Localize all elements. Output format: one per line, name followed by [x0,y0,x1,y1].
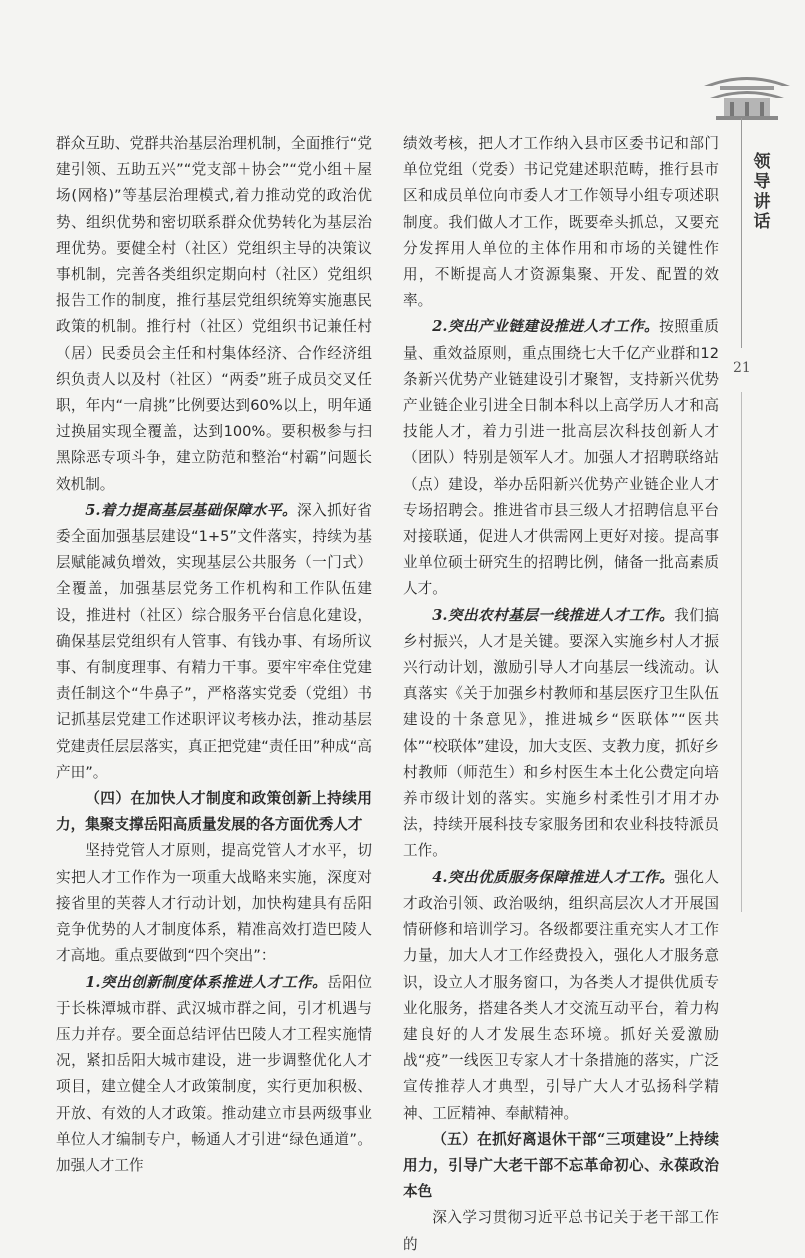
paragraph-text: 深入抓好省委全面加强基层建设“1+5”文件落实，持续为基层赋能减负增效，实现基层公共服务（一门式）全覆盖，加强基层党务工作机构和工作队伍建设，推进村（社区）综合服务平台信息化建设，确保基层党组织有人管事、有钱办事、有场所议事、有制度理事、有精力干事。要牢牢牵住党建责任制这个“牛鼻子”，严格落实党委（党组）书记抓基层党建工作述职评议考核办法，推动基层党建责任层层落实，真正把党建“责任田”种成“高产田”。 [56,501,372,781]
paragraph [56,786,372,838]
paragraph [403,1127,719,1206]
paragraph-text: 坚持党管人才原则，提高党管人才水平，切实把人才工作作为一项重大战略来实施，深度对接省里的芙蓉人才行动计划，加快构建具有岳阳竞争优势的人才制度体系，精准高效打造巴陵人才高地。重点要做到“四个突出”： [56,842,372,965]
paragraph [403,603,719,865]
paragraph-text: （四）在加快人才制度和政策创新上持续用力，集聚支撑岳阳高质量发展的各方面优秀人才 [56,790,372,834]
paragraph [56,970,372,1180]
paragraph-lead: 4.突出优质服务保障推进人才工作。 [432,868,675,886]
paragraph-lead: 1.突出创新制度体系推进人才工作。 [85,973,328,991]
pavilion-illustration [702,62,792,122]
paragraph-text: 我们搞乡村振兴，人才是关键。要深入实施乡村人才振兴行动计划，激励引导人才向基层一线流动。认真落实《关于加强乡村教师和基层医疗卫生队伍建设的十条意见》，推进城乡“医联体”“医共体”“校联体”建设，加大支医、支教力度，抓好乡村教师（师范生）和乡村医生本土化公费定向培养市级计划的落实。实施乡村柔性引才用才办法，持续开展科技专家服务团和农业科技特派员工作。 [403,606,719,860]
paragraph-text: 深入学习贯彻习近平总书记关于老干部工作的 [403,1209,719,1253]
paragraph [403,131,719,314]
section-label: 领导讲话 [753,152,771,232]
paragraph [56,498,372,786]
paragraph-lead: 5.着力提高基层基础保障水平。 [85,501,298,519]
side-rule-bottom [741,392,742,912]
page-number: 21 [733,360,751,376]
paragraph-text: 群众互助、党群共治基层治理机制，全面推行“党建引领、五助五兴”“党支部＋协会”“党小组＋屋场(网格)”等基层治理模式,着力推动党的政治优势、组织优势和密切联系群众优势转化为基层治理优势。要健全村（社区）党组织主导的决策议事机制，完善各类组织定期向村（社区）党组织报告工作的制度，推行基层党组织统筹实施惠民政策的机制。推行村（社区）党组织书记兼任村（居）民委员会主任和村集体经济、合作经济组织负责人以及村（社区）“两委”班子成员交叉任职，年内“一肩挑”比例要达到60%以上，明年通过换届实现全覆盖，达到100%。要积极参与扫黑除恶专项斗争，建立防范和整治“村霸”问题长效机制。 [56,135,372,493]
paragraph-text: 绩效考核，把人才工作纳入县市区委书记和部门单位党组（党委）书记党建述职范畴，推行县市区和成员单位向市委人才工作领导小组专项述职制度。我们做人才工作，既要牵头抓总，又要充分发挥用人单位的主体作用和市场的关键性作用，不断提高人才资源集聚、开发、配置的效率。 [403,135,719,310]
paragraph [56,838,372,969]
paragraph [403,1205,719,1257]
paragraph-lead: 2.突出产业链建设推进人才工作。 [432,318,660,336]
side-rule-top [741,118,742,348]
paragraph-text: 按照重质量、重效益原则，重点围绕七大千亿产业群和12条新兴优势产业链建设引才聚智，支持新兴优势产业链企业引进全日制本科以上高学历人才和高技能人才，着力引进一批高层次科技创新人才（团队）特别是领军人才。加强人才招聘联络站（点）建设，举办岳阳新兴优势产业链企业人才专场招聘会。推进省市县三级人才招聘信息平台对接联通，促进人才供需网上更好对接。提高事业单位硕士研究生的招聘比例，储备一批高素质人才。 [403,318,719,598]
paragraph [56,131,372,498]
right-column [403,131,719,1258]
paragraph [403,314,719,602]
paragraph-text: 强化人才政治引领、政治吸纳，组织高层次人才开展国情研修和培训学习。各级都要注重充实人才工作力量，加大人才工作经费投入，强化人才服务意识，设立人才服务窗口，为各类人才提供优质专业化服务，搭建各类人才交流互动平台，着力构建良好的人才发展生态环境。抓好关爱激励战“疫”一线医卫专家人才十条措施的落实，广泛宣传推荐人才典型，引导广大人才弘扬科学精神、工匠精神、奉献精神。 [403,868,719,1122]
paragraph-text: 岳阳位于长株潭城市群、武汉城市群之间，引才机遇与压力并存。要全面总结评估巴陵人才工程实施情况，紧扣岳阳大城市建设，进一步调整优化人才项目，建立健全人才政策制度，实行更加积极、开放、有效的人才政策。推动建立市县两级事业单位人才编制专户，畅通人才引进“绿色通道”。加强人才工作 [56,973,372,1174]
paragraph-text: （五）在抓好离退休干部“三项建设”上持续用力，引导广大老干部不忘革命初心、永葆政治本色 [403,1130,719,1201]
paragraph [403,865,719,1127]
paragraph-lead: 3.突出农村基层一线推进人才工作。 [432,606,675,624]
left-column [56,131,372,1179]
